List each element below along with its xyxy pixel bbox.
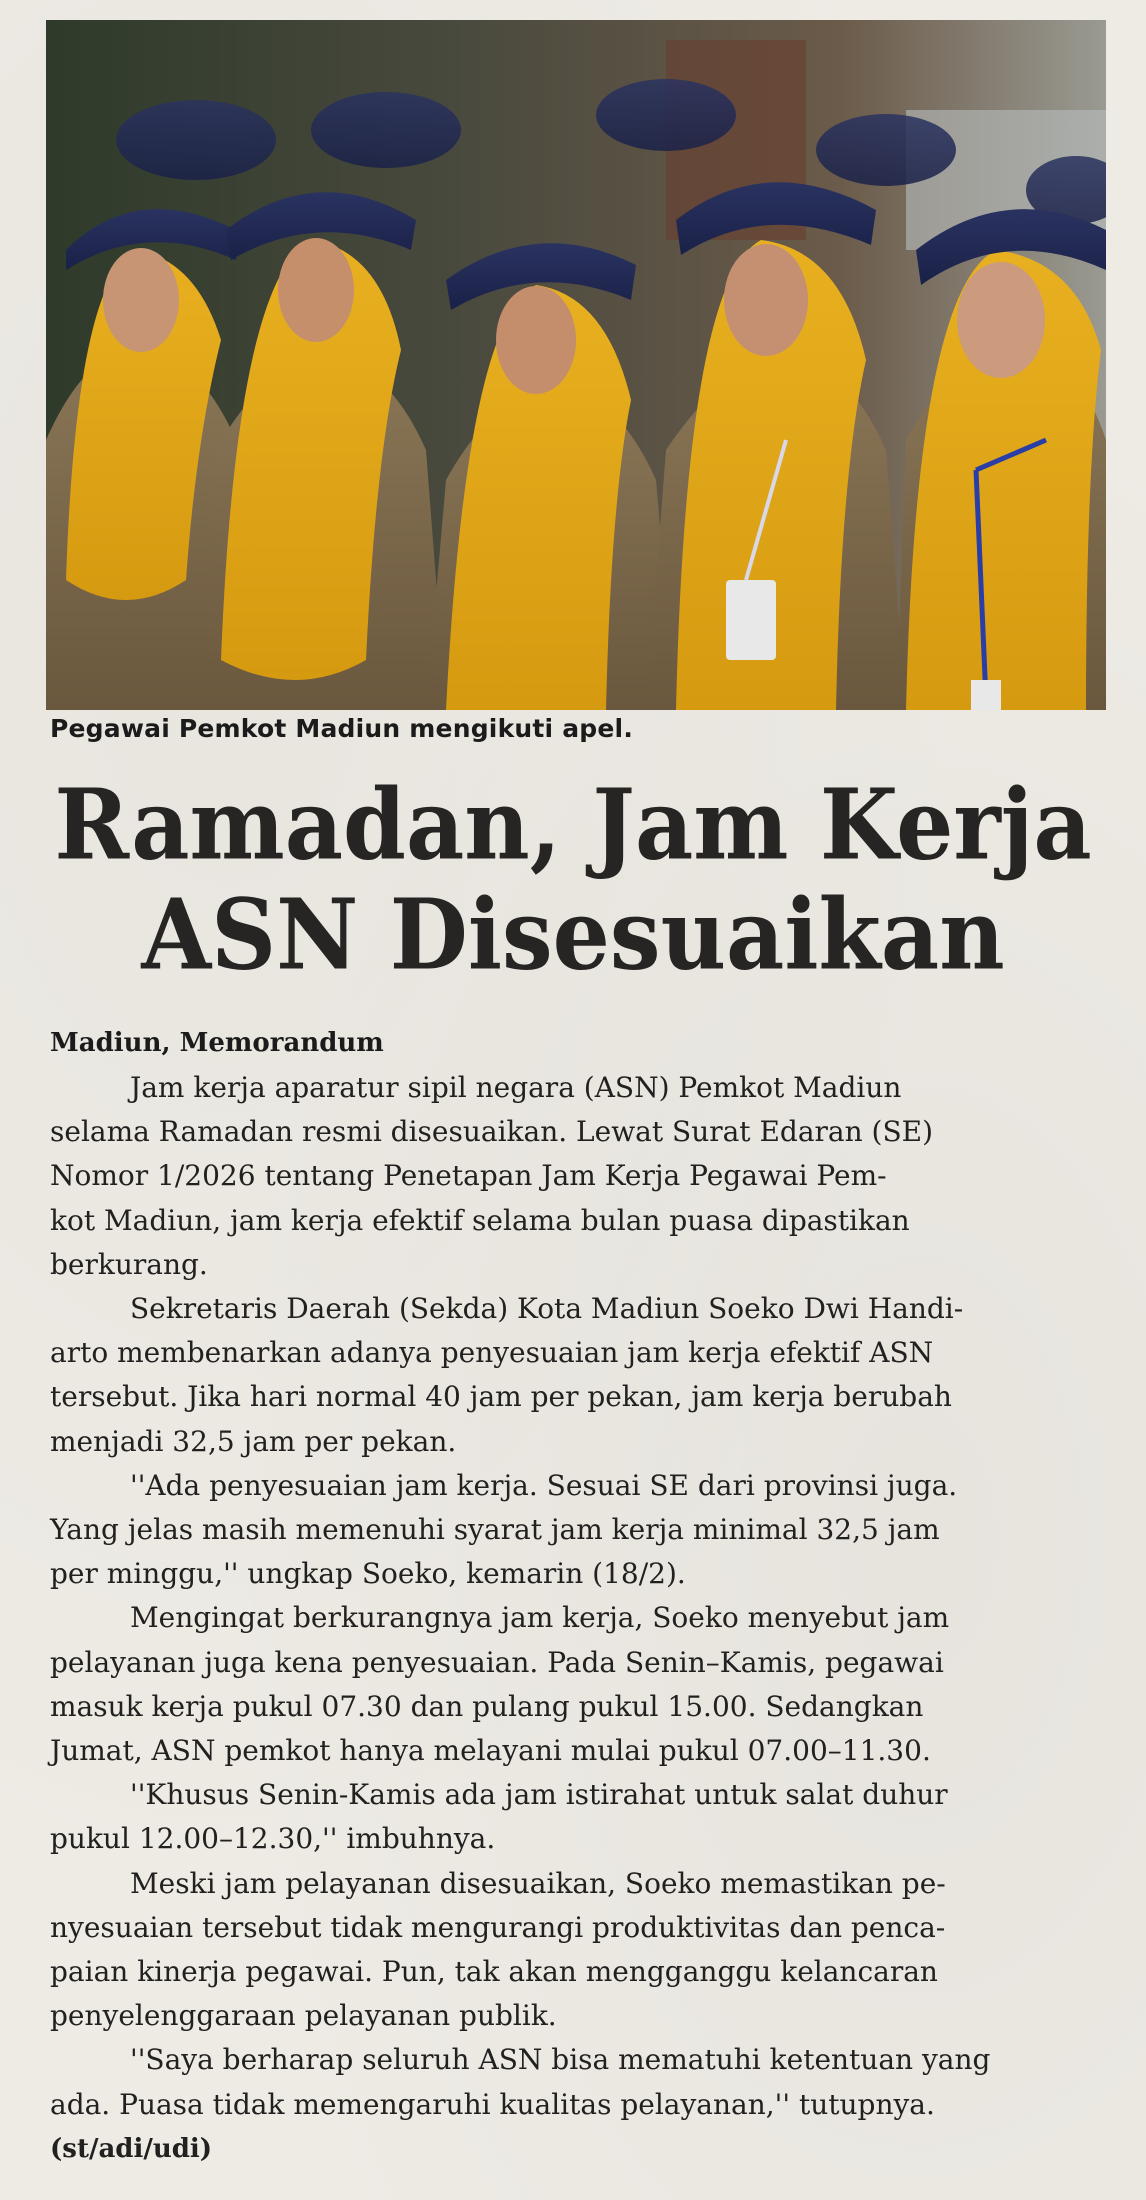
article-byline: (st/adi/udi) — [50, 2133, 213, 2164]
article-line: selama Ramadan resmi disesuaikan. Lewat Surat Edaran (SE) — [50, 1115, 933, 1149]
headline-line-2: ASN Disesuaikan — [141, 878, 1005, 993]
article-line: tersebut. Jika hari normal 40 jam per pekan, jam kerja berubah — [50, 1380, 952, 1414]
article-line: Mengingat berkurangnya jam kerja, Soeko menyebut jam — [130, 1601, 950, 1635]
article-headline — [40, 767, 1106, 993]
article-paragraph — [50, 2038, 1110, 2126]
article-line: berkurang. — [50, 1247, 208, 1281]
headline-line-1: Ramadan, Jam Kerja — [54, 767, 1092, 883]
article-line: pukul 12.00–12.30,'' imbuhnya. — [50, 1822, 496, 1856]
article-paragraph — [50, 1862, 1110, 2039]
article-line: paian kinerja pegawai. Pun, tak akan mengganggu kelancaran — [50, 1955, 938, 1989]
article-line: Nomor 1/2026 tentang Penetapan Jam Kerja Pegawai Pem- — [50, 1159, 887, 1193]
article-paragraph — [50, 1773, 1110, 1861]
article-line: Jam kerja aparatur sipil negara (ASN) Pemkot Madiun — [130, 1071, 902, 1104]
article-line: Meski jam pelayanan disesuaikan, Soeko memastikan pe- — [130, 1866, 946, 1900]
article-line: Yang jelas masih memenuhi syarat jam kerja minimal 32,5 jam — [50, 1513, 940, 1547]
article-line: arto membenarkan adanya penyesuaian jam kerja efektif ASN — [50, 1336, 934, 1370]
article-paragraph — [50, 1066, 1110, 1287]
article-paragraph — [50, 1596, 1110, 1773]
article-line: menjadi 32,5 jam per pekan. — [50, 1424, 457, 1458]
article-body — [50, 1066, 1110, 2171]
article-line: pelayanan juga kena penyesuaian. Pada Senin–Kamis, pegawai — [50, 1645, 944, 1679]
article-line: per minggu,'' ungkap Soeko, kemarin (18/2). — [50, 1557, 686, 1591]
article-line: ''Saya berharap seluruh ASN bisa mematuhi ketentuan yang — [130, 2043, 991, 2077]
article-line: nyesuaian tersebut tidak mengurangi produktivitas dan penca- — [50, 1910, 946, 1944]
news-photo — [46, 20, 1106, 710]
article-line: Jumat, ASN pemkot hanya melayani mulai pukul 07.00–11.30. — [50, 1734, 931, 1768]
article-paragraph — [50, 1287, 1110, 1464]
article-dateline: Madiun, Memorandum — [50, 1028, 384, 1058]
article-line: ''Khusus Senin-Kamis ada jam istirahat untuk salat duhur — [130, 1778, 948, 1812]
photo-caption: Pegawai Pemkot Madiun mengikuti apel. — [50, 714, 634, 743]
article-line: masuk kerja pukul 07.30 dan pulang pukul 15.00. Sedangkan — [50, 1689, 924, 1723]
article-line: penyelenggaraan pelayanan publik. — [50, 1999, 557, 2033]
article-line: ada. Puasa tidak memengaruhi kualitas pelayanan,'' tutupnya. — [50, 2087, 935, 2121]
article-line: ''Ada penyesuaian jam kerja. Sesuai SE dari provinsi juga. — [130, 1468, 958, 1502]
article-paragraph — [50, 1464, 1110, 1597]
article-line: kot Madiun, jam kerja efektif selama bulan puasa dipastikan — [50, 1203, 910, 1237]
article-line: Sekretaris Daerah (Sekda) Kota Madiun Soeko Dwi Handi- — [130, 1292, 964, 1326]
photo-apel-pegawai-icon — [46, 20, 1106, 710]
